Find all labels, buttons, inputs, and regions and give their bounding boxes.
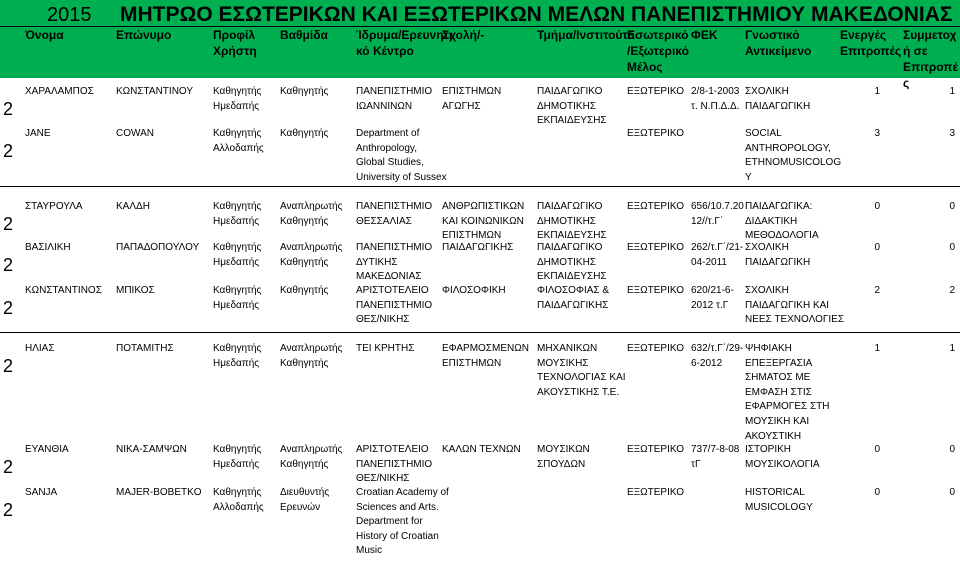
cell-line: Αναπληρωτής [280,242,343,253]
cell-line: ΔΗΜΟΤΙΚΗΣ [537,215,596,227]
year-label: 2015 [47,4,92,26]
cell-line: Καθηγητής [280,215,329,227]
cell-surname [116,200,150,215]
cell-line: ΠΑΙΔΑΓΩΓΙΚΗ [745,100,811,112]
cell-active-committees: 2 [874,285,880,296]
cell-line: ΜΟΥΣΙΚΟΛΟΓΙΑ [745,458,820,470]
column-header-line: Μέλος [627,60,663,74]
cell-line: ΠΑΙΔΑΓΩΓΙΚΗ ΚΑΙ [745,299,830,311]
cell-line: Ερευνών [280,501,321,513]
cell-surname [116,284,155,299]
column-header-line: Ενεργές [840,28,887,42]
cell-line: ΔΗΜΟΤΙΚΗΣ [537,256,596,268]
cell-name [25,443,69,458]
cell-line: ΝΙΚΑ-ΣΑΜΨΩΝ [116,444,187,455]
cell-line: ΤΕΧΝΟΛΟΓΙΑΣ ΚΑΙ [537,372,626,384]
cell-line: ΜΠΙΚΟΣ [116,285,155,296]
column-header-line: Βαθμίδα [280,28,328,42]
cell-line: Καθηγητής [213,343,262,354]
column-header-line: /Εξωτερικό [627,44,689,58]
cell-rank [280,200,342,229]
cell-name [25,284,102,299]
cell-line: 656/10.7.20 [691,201,744,212]
cell-committee-participation: 1 [949,343,955,354]
cell-line: 632/τ.Γ΄/29- [691,343,744,354]
cell-line: SOCIAL [745,128,782,139]
cell-rank [280,486,329,515]
cell-active-committees: 0 [874,487,880,498]
cell-line: ΔΙΔΑΚΤΙΚΗ [745,215,798,227]
cell-inst [356,443,432,487]
cell-profile [213,200,261,229]
cell-line: Ημεδαπής [213,100,260,112]
cell-name [25,127,51,142]
cell-line: ΠΑΝΕΠΙΣΤΗΜΙΟ [356,86,433,97]
cell-profile [213,342,261,371]
cell-fek [691,342,743,371]
column-header-line: ή σε [903,44,928,58]
cell-line: Ημεδαπής [213,357,260,369]
cell-line: University of Sussex [356,171,447,183]
cell-fek [691,85,739,114]
column-header [280,27,328,43]
cell-active-committees: 0 [874,444,880,455]
cell-line: ΠΑΝΕΠΙΣΤΗΜΙΟ [356,242,433,253]
cell-committee-participation: 2 [949,285,955,296]
cell-line: ΕΦΑΡΜΟΣΜΕΝΩΝ [442,343,529,354]
cell-line: ΜΑΚΕΔΟΝΙΑΣ [356,271,422,283]
cell-active-committees: 0 [874,201,880,212]
row-number: 2 [3,500,14,520]
cell-line: ΘΕΣ/ΝΙΚΗΣ [356,314,410,326]
cell-line: ΕΞΩΤΕΡΙΚΟ [627,285,685,296]
cell-line: ΑΝΘΡΩΠΙΣΤΙΚΩΝ [442,201,525,212]
cell-line: ΔΥΤΙΚΗΣ [356,256,398,268]
column-header [356,27,452,59]
cell-line: ΧΑΡΑΛΑΜΠΟΣ [25,86,94,97]
cell-subject [745,284,844,328]
cell-line: Καθηγητής [280,458,329,470]
cell-line: ΚΑΙ ΚΟΙΝΩΝΙΚΩΝ [442,215,524,227]
column-header-line: Ίδρυμα/Ερευνητι [356,28,453,42]
cell-line: ΜΕΘΟΔΟΛΟΓΙΑ [745,230,819,242]
cell-active-committees: 1 [874,86,880,97]
cell-line: ETHNOMUSICOLOG [745,157,842,169]
cell-subject [745,85,810,114]
column-header [25,27,64,43]
cell-line: ΕΜΦΑΣΗ ΣΤΙΣ [745,386,812,398]
cell-dept [537,443,590,472]
cell-line: Department for [356,516,423,528]
cell-line: 04-2011 [691,256,727,268]
column-header-line: Προφίλ [213,28,256,42]
cell-line: ΕΥΑΝΘΙΑ [25,444,69,455]
cell-line: Καθηγητής [280,357,329,369]
cell-line: Αλλοδαπής [213,501,264,513]
cell-line: ΑΓΩΓΗΣ [442,100,481,112]
row-number: 2 [3,255,14,275]
cell-school [442,443,521,458]
column-header-line: Επώνυμο [116,28,172,42]
cell-line: JANE [25,128,51,139]
cell-name [25,486,57,501]
cell-line: Καθηγητής [280,256,329,268]
column-header [627,27,689,75]
cell-surname [116,443,187,458]
cell-line: ΕΚΠΑΙΔΕΥΣΗΣ [537,271,607,283]
cell-committee-participation: 0 [949,444,955,455]
cell-line: ΕΚΠΑΙΔΕΥΣΗΣ [537,115,607,127]
cell-line: ΜΟΥΣΙΚΩΝ [537,444,590,455]
cell-line: ΘΕΣΣΑΛΙΑΣ [356,215,412,227]
column-header-line: κό Κέντρο [356,44,414,58]
cell-name [25,241,71,256]
cell-name [25,342,55,357]
cell-line: ΠΟΤΑΜΙΤΗΣ [116,343,174,354]
cell-line: ΕΞΩΤΕΡΙΚΟ [627,201,685,212]
cell-line: ΣΤΑΥΡΟΥΛΑ [25,201,83,212]
cell-rank [280,241,342,270]
cell-line: ΦΙΛΟΣΟΦΙΚΗ [442,285,506,296]
cell-active-committees: 0 [874,242,880,253]
cell-member [627,200,684,215]
cell-profile [213,443,261,472]
page-title: ΜΗΤΡΩΟ ΕΣΩΤΕΡΙΚΩΝ ΚΑΙ ΕΞΩΤΕΡΙΚΩΝ ΜΕΛΩΝ ΠΑΝΕΠΙΣΤΗΜΙΟΥ ΜΑΚΕΔΟΝΙΑΣ [120,3,953,26]
cell-subject [745,241,810,270]
cell-surname [116,127,154,142]
cell-profile [213,241,261,270]
column-header [691,27,718,43]
cell-line: History of Croatian [356,530,439,542]
cell-line: ΘΕΣ/ΝΙΚΗΣ [356,473,410,485]
cell-line: Croatian Academy of [356,487,449,498]
cell-line: HISTORICAL [745,487,805,498]
cell-line: ΝΕΕΣ ΤΕΧΝΟΛΟΓΙΕΣ [745,314,844,326]
cell-line: Αναπληρωτής [280,444,343,455]
cell-name [25,200,83,215]
cell-line: ΕΞΩΤΕΡΙΚΟ [627,343,685,354]
cell-line: Καθηγητής [213,444,262,455]
cell-line: ΕΞΩΤΕΡΙΚΟ [627,487,685,498]
cell-profile [213,486,264,515]
row-number: 2 [3,457,14,477]
cell-line: Διευθυντής [280,487,330,498]
cell-rank [280,85,328,100]
column-header-line: ς [903,76,910,90]
cell-subject [745,200,819,244]
cell-line: Καθηγητής [280,128,329,139]
cell-line: MAJER-BOBETKO [116,487,202,498]
cell-line: ΚΑΛΩΝ ΤΕΧΝΩΝ [442,444,521,455]
cell-line: ΙΣΤΟΡΙΚΗ [745,444,792,455]
cell-subject [745,127,841,185]
cell-fek [691,241,743,270]
cell-line: ΑΡΙΣΤΟΤΕΛΕΙΟ [356,285,429,296]
cell-inst [356,284,432,328]
cell-line: ΕΞΩΤΕΡΙΚΟ [627,444,685,455]
cell-line: ΣΠΟΥΔΩΝ [537,458,586,470]
cell-line: ΚΩΝΣΤΑΝΤΙΝΟΥ [116,86,194,97]
cell-member [627,284,684,299]
cell-school [442,241,513,256]
column-header [840,27,901,59]
cell-line: ΒΑΣΙΛΙΚΗ [25,242,71,253]
column-header [537,27,635,43]
cell-profile [213,127,264,156]
cell-line: ΕΞΩΤΕΡΙΚΟ [627,86,685,97]
cell-name [25,85,94,100]
row-number: 2 [3,99,14,119]
cell-line: ΑΚΟΥΣΤΙΚΗΣ Τ.Ε. [537,386,620,398]
cell-fek [691,200,744,229]
cell-line: Καθηγητής [280,285,329,296]
row-number: 2 [3,356,14,376]
cell-line: ΑΡΙΣΤΟΤΕΛΕΙΟ [356,444,429,455]
column-header-line: Χρήστη [213,44,257,58]
cell-dept [537,342,626,400]
cell-line: ΣΧΟΛΙΚΗ [745,86,789,97]
cell-line: 2/8-1-2003 [691,86,740,97]
cell-line: Καθηγητής [280,86,329,97]
cell-line: ΕΦΑΡΜΟΓΕΣ ΣΤΗ [745,401,830,413]
cell-inst [356,486,449,559]
cell-line: τΓ [691,458,701,470]
cell-line: ΕΠΙΣΤΗΜΩΝ [442,230,502,242]
cell-inst [356,241,432,285]
cell-active-committees: 3 [874,128,880,139]
cell-line: ΣΧΟΛΙΚΗ [745,285,789,296]
cell-line: SANJA [25,487,58,498]
block-separator [0,186,960,187]
cell-line: ΠΑΙΔΑΓΩΓΙΚΗ [745,256,811,268]
cell-school [442,342,529,371]
cell-line: Καθηγητής [213,86,262,97]
cell-line: ΕΞΩΤΕΡΙΚΟ [627,128,685,139]
cell-line: ΣΗΜΑΤΟΣ ΜΕ [745,372,811,384]
cell-surname [116,241,199,256]
cell-member [627,241,684,256]
cell-line: ΠΑΙΔΑΓΩΓΙΚΟ [537,86,603,97]
cell-line: ΕΚΠΑΙΔΕΥΣΗΣ [537,230,607,242]
column-header-line: Επιτροπέ [903,60,958,74]
cell-line: Ημεδαπής [213,256,260,268]
cell-line: Department of [356,128,420,139]
cell-line: ΠΑΙΔΑΓΩΓΙΚΗΣ [537,299,609,311]
cell-line: ΙΩΑΝΝΙΝΩΝ [356,100,413,112]
cell-subject [745,342,829,444]
cell-member [627,127,684,142]
cell-line: Ημεδαπής [213,215,260,227]
cell-profile [213,85,261,114]
cell-dept [537,284,609,313]
cell-inst [356,85,432,114]
cell-surname [116,85,193,100]
cell-rank [280,443,342,472]
cell-line: τ. Ν.Π.Δ.Δ. [691,100,740,112]
column-header-line: Γνωστικό [745,28,800,42]
cell-line: Ημεδαπής [213,458,260,470]
cell-dept [537,85,607,129]
cell-active-committees: 1 [874,343,880,354]
cell-committee-participation: 0 [949,201,955,212]
cell-line: 6-2012 [691,357,723,369]
cell-line: ΠΑΙΔΑΓΩΓΙΚΟ [537,242,603,253]
cell-line: ΠΑΝΕΠΙΣΤΗΜΙΟ [356,201,433,212]
cell-rank [280,342,342,371]
cell-line: ΕΞΩΤΕΡΙΚΟ [627,242,685,253]
cell-line: ΕΠΙΣΤΗΜΩΝ [442,357,502,369]
cell-committee-participation: 3 [949,128,955,139]
cell-line: ΑΚΟΥΣΤΙΚΗ [745,430,802,442]
cell-line: Αναπληρωτής [280,343,343,354]
cell-line: Anthropology, [356,142,417,154]
cell-line: ΚΩΝΣΤΑΝΤΙΝΟΣ [25,285,102,296]
column-header-line: Αντικείμενο [745,44,812,58]
cell-member [627,443,684,458]
cell-dept [537,241,607,285]
cell-line: Αναπληρωτής [280,201,343,212]
cell-line: ΨΗΦΙΑΚΗ [745,343,792,354]
cell-fek [691,284,734,313]
block-separator [0,332,960,333]
cell-dept [537,200,607,244]
cell-subject [745,443,820,472]
column-header [745,27,811,59]
cell-committee-participation: 0 [949,242,955,253]
cell-line: ΕΠΕΞΕΡΓΑΣΙΑ [745,357,813,369]
cell-line: ΕΠΙΣΤΗΜΩΝ [442,86,502,97]
cell-rank [280,284,328,299]
cell-line: ΠΑΝΕΠΙΣΤΗΜΙΟ [356,299,433,311]
cell-school [442,200,524,244]
cell-subject [745,486,813,515]
cell-inst [356,342,414,357]
column-header-line: ΦΕΚ [691,28,718,42]
cell-inst [356,200,432,229]
cell-line: COWAN [116,128,154,139]
cell-line: ΗΛΙΑΣ [25,343,55,354]
cell-line: ΠΑΙΔΑΓΩΓΙΚΟ [537,201,603,212]
column-header-line: Συμμετοχ [903,28,957,42]
cell-line: Καθηγητής [213,128,262,139]
cell-member [627,486,684,501]
cell-committee-participation: 1 [949,86,955,97]
column-header [213,27,257,59]
column-header-line: Επιτροπές [840,44,902,58]
cell-member [627,85,684,100]
cell-line: ΣΧΟΛΙΚΗ [745,242,789,253]
column-header [116,27,171,43]
cell-line: ΠΑΝΕΠΙΣΤΗΜΙΟ [356,458,433,470]
cell-line: ΠΑΙΔΑΓΩΓΙΚΑ: [745,201,813,212]
cell-line: ΦΙΛΟΣΟΦΙΑΣ & [537,285,610,296]
cell-line: ΤΕΙ ΚΡΗΤΗΣ [356,343,415,354]
cell-school [442,85,501,114]
cell-line: Καθηγητής [213,201,262,212]
cell-surname [116,486,202,501]
cell-line: ΠΑΙΔΑΓΩΓΙΚΗΣ [442,242,514,253]
column-header-line: Τμήμα/Ινστιτούτο [537,28,635,42]
cell-line: Καθηγητής [213,285,262,296]
cell-member [627,342,684,357]
column-header [903,27,958,91]
column-header [442,27,484,43]
cell-line: Sciences and Arts. [356,501,439,513]
cell-school [442,284,506,299]
cell-line: 12//τ.Γ΄ [691,215,724,227]
cell-profile [213,284,261,313]
column-header-line: Σχολή/- [442,28,485,42]
cell-inst [356,127,447,185]
cell-line: 2012 τ.Γ [691,299,729,311]
cell-line: Music [356,545,383,557]
cell-line: 262/τ.Γ΄/21- [691,242,744,253]
cell-fek [691,443,739,472]
cell-line: Καθηγητής [213,487,262,498]
row-number: 2 [3,141,14,161]
cell-line: Y [745,171,752,183]
cell-committee-participation: 0 [949,487,955,498]
cell-line: Καθηγητής [213,242,262,253]
cell-line: 737/7-8-08 [691,444,740,455]
cell-rank [280,127,328,142]
row-number: 2 [3,298,14,318]
cell-line: ΚΑΛΔΗ [116,201,150,212]
cell-line: 620/21-6- [691,285,734,296]
cell-line: ΜΟΥΣΙΚΗΣ [537,357,589,369]
column-header-line: Όνομα [25,28,64,42]
cell-line: ΜΗΧΑΝΙΚΩΝ [537,343,598,354]
cell-line: ΔΗΜΟΤΙΚΗΣ [537,100,596,112]
cell-surname [116,342,174,357]
row-number: 2 [3,214,14,234]
cell-line: Αλλοδαπής [213,142,264,154]
cell-line: ANTHROPOLOGY, [745,142,831,154]
cell-line: Ημεδαπής [213,299,260,311]
cell-line: ΠΑΠΑΔΟΠΟΥΛΟΥ [116,242,200,253]
cell-line: Global Studies, [356,157,424,169]
cell-line: MUSICOLOGY [745,501,813,513]
cell-line: ΜΟΥΣΙΚΗ ΚΑΙ [745,415,810,427]
column-header-line: Εσωτερικό [627,28,689,42]
